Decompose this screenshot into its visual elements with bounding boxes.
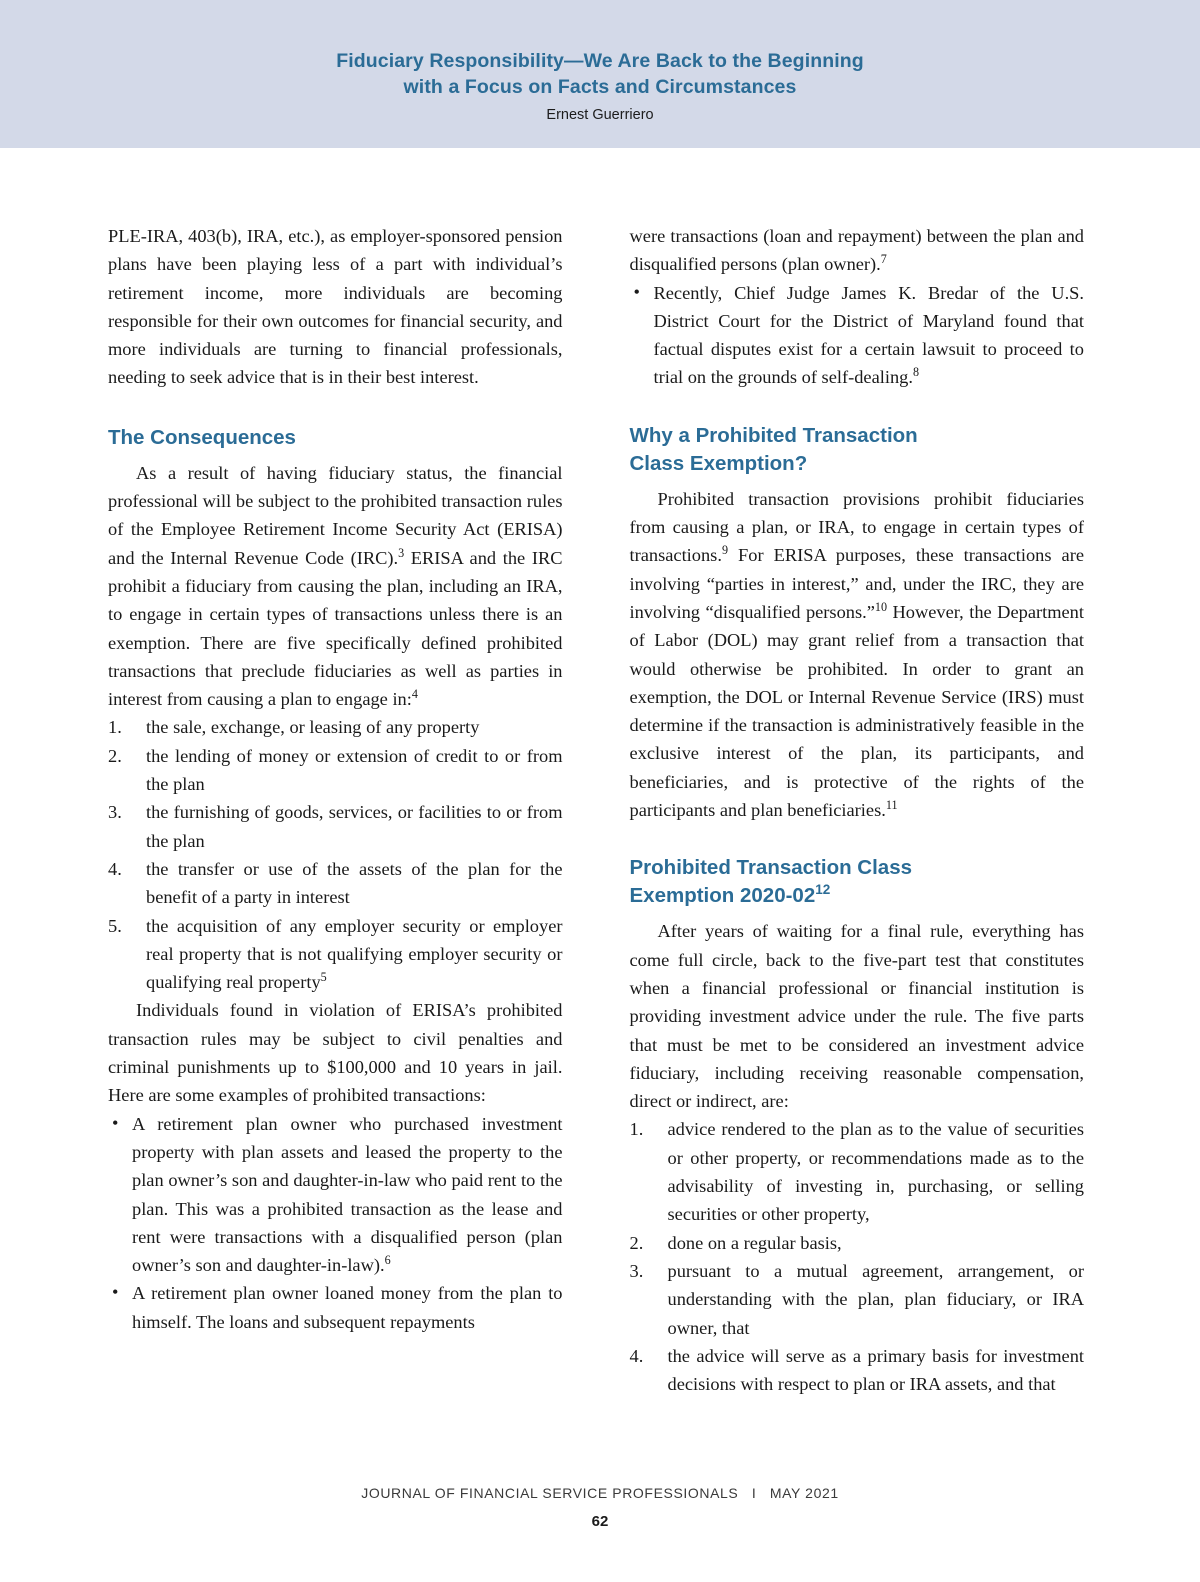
footnote-ref-6: 6 (384, 1252, 391, 1267)
footer-journal-name: JOURNAL OF FINANCIAL SERVICE PROFESSIONALS (361, 1485, 739, 1501)
list-item-text: the acquisition of any employer security or employer real property that is not qualifying employer security or qualifying real property (146, 915, 563, 993)
footnote-ref-5: 5 (320, 970, 327, 984)
list-item (630, 1229, 1085, 1257)
list-item (108, 742, 563, 799)
list-item-marker: 2. (108, 745, 122, 766)
list-item (108, 1110, 563, 1280)
examples-bullet-list-continued (630, 279, 1085, 392)
page-title-line2: with a Focus on Facts and Circumstances (403, 76, 797, 98)
list-item-marker: 2. (629, 1232, 644, 1253)
left-paragraph-3: Individuals found in violation of ERISA’s prohibited transaction rules may be subject to civil penalties and criminal punishments up to $100,000 and 10 years in jail. Here are some examples of prohibited transactions: (108, 1000, 563, 1106)
prohibited-transactions-list (108, 713, 563, 996)
right-bullet-continuation (630, 222, 1085, 279)
right-paragraph-1-part-a: Prohibited transaction provisions prohibit fiduciaries from causing a plan, or IRA, to engage in certain types of transactions. (629, 488, 1084, 566)
page-number: 62 (591, 1513, 609, 1530)
section-heading-why-class-exemption (630, 422, 1085, 478)
section-heading-text: The Consequences (108, 425, 296, 449)
footnote-ref-3: 3 (398, 545, 405, 560)
right-paragraph-1-part-b: For ERISA purposes, these transactions are involving “parties in interest,” and, under the IRC, they are involving “disqualified persons.” (629, 545, 1084, 622)
list-item-text: the transfer or use of the assets of the plan for the benefit of a party in interest (146, 858, 563, 908)
list-item-marker: 1. (108, 717, 122, 738)
list-item-text: Recently, Chief Judge James K. Bredar of the U.S. District Court for the District of Maryland found that factual disputes exist for a certain lawsuit to proceed to trial on the grounds of self-dealing. (653, 282, 1084, 388)
bullet-icon: • (112, 1282, 119, 1303)
footnote-ref-12: 12 (815, 882, 831, 898)
article-columns (108, 222, 1084, 1398)
footer-journal-line (0, 1485, 1200, 1501)
right-bullet-continuation-text: were transactions (loan and repayment) between the plan and disqualified persons (plan owner). (629, 226, 1084, 275)
left-paragraph-2-part-b: ERISA and the IRC prohibit a fiduciary from causing the plan, including an IRA, to engage in certain types of transactions unless there is an exemption. There are five specifically defined prohibited transactions that preclude fiduciaries as well as parties in interest from causing a plan to engage in: (108, 547, 563, 710)
right-column (630, 222, 1085, 1398)
list-item-marker: 3. (108, 802, 122, 823)
list-item-text: the advice will serve as a primary basis for investment decisions with respect to plan or IRA assets, and that (667, 1345, 1084, 1395)
right-paragraph-1 (630, 485, 1085, 825)
list-item (108, 912, 563, 997)
list-item-marker: 5. (108, 915, 122, 936)
left-paragraph-2 (108, 459, 563, 714)
left-paragraph-1: PLE-IRA, 403(b), IRA, etc.), as employer-sponsored pension plans have been playing less of a part with individual’s retirement income, more individuals are becoming responsible for their own outcomes for financial security, and more individuals are turning to financial professionals, needing to seek advice that is in their best interest. (108, 226, 563, 388)
bullet-icon: • (633, 281, 640, 302)
examples-bullet-list (108, 1110, 563, 1336)
list-item-marker: 3. (629, 1260, 644, 1281)
list-item-text: the lending of money or extension of credit to or from the plan (146, 745, 563, 795)
bullet-icon: • (112, 1112, 119, 1133)
page-footer (0, 1485, 1200, 1530)
five-part-test-list (630, 1115, 1085, 1398)
list-item-marker: 1. (629, 1119, 644, 1140)
section-heading-line2-text: Exemption 2020-02 (629, 884, 816, 908)
footer-issue-date: MAY 2021 (769, 1485, 839, 1501)
right-paragraph-2: After years of waiting for a final rule, everything has come full circle, back to the five-part test that constitutes when a financial professional or financial institution is providing investment advice under the rule. The five parts that must be met to be considered an investment advice fiduciary, including receiving reasonable compensation, direct or indirect, are: (629, 921, 1084, 1112)
section-heading-pte-2020-02 (630, 854, 1085, 910)
list-item (630, 1115, 1085, 1228)
section-heading-line2 (630, 882, 1085, 910)
section-heading-the-consequences (108, 424, 563, 452)
page-title (0, 48, 1200, 100)
footnote-ref-7: 7 (880, 252, 887, 267)
list-item-text: advice rendered to the plan as to the value of securities or other property, or recommendations made as to the advisability of investing in, purchasing, or selling securities or other property, (667, 1119, 1084, 1225)
page-title-line1: Fiduciary Responsibility—We Are Back to the Beginning (336, 50, 864, 72)
list-item-text: the furnishing of goods, services, or facilities to or from the plan (146, 802, 563, 851)
section-heading-line1: Why a Prohibited Transaction (629, 423, 918, 447)
list-item-text: the sale, exchange, or leasing of any property (146, 717, 480, 738)
list-item (630, 1342, 1085, 1399)
footnote-ref-8: 8 (912, 365, 920, 380)
list-item-marker: 4. (108, 858, 122, 879)
footnote-ref-11: 11 (885, 797, 898, 812)
list-item-text: pursuant to a mutual agreement, arrangement, or understanding with the plan, plan fiduciary, or IRA owner, that (667, 1260, 1084, 1338)
list-item (630, 279, 1085, 392)
list-item-text: A retirement plan owner loaned money from the plan to himself. The loans and subsequent repayments (132, 1283, 563, 1332)
list-item (108, 713, 563, 741)
footnote-ref-4: 4 (411, 687, 418, 702)
list-item-marker: 4. (629, 1345, 644, 1366)
left-paragraph-2-part-a: As a result of having fiduciary status, the financial professional will be subject to the prohibited transaction rules of the Employee Retirement Income Security Act (ERISA) and the Internal Revenue Code (IRC). (108, 462, 563, 568)
list-item (108, 798, 563, 855)
page-header-band (0, 0, 1200, 148)
footer-separator: I (751, 1485, 757, 1501)
footnote-ref-9: 9 (721, 543, 729, 558)
section-heading-line1: Prohibited Transaction Class (629, 856, 913, 880)
author-byline: Ernest Guerriero (546, 107, 654, 123)
list-item (630, 1257, 1085, 1342)
footnote-ref-10: 10 (874, 599, 888, 614)
right-paragraph-1-part-c: However, the Department of Labor (DOL) may grant relief from a transaction that would otherwise be prohibited. In order to grant an exemption, the DOL or Internal Revenue Service (IRS) must determine if the transaction is administratively feasible in the exclusive interest of the plan, its participants, and beneficiaries, and is protective of the rights of the participants and plan beneficiaries. (629, 601, 1084, 821)
left-column (108, 222, 563, 1398)
section-heading-line2: Class Exemption? (629, 451, 808, 475)
list-item (108, 855, 563, 912)
list-item-text: A retirement plan owner who purchased investment property with plan assets and leased the property to the plan owner’s son and daughter-in-law who paid rent to the plan. This was a prohibited transaction as the lease and rent were transactions with a disqualified person (plan owner’s son and daughter-in-law). (132, 1113, 563, 1276)
list-item-text: done on a regular basis, (667, 1232, 842, 1253)
list-item (108, 1279, 563, 1336)
